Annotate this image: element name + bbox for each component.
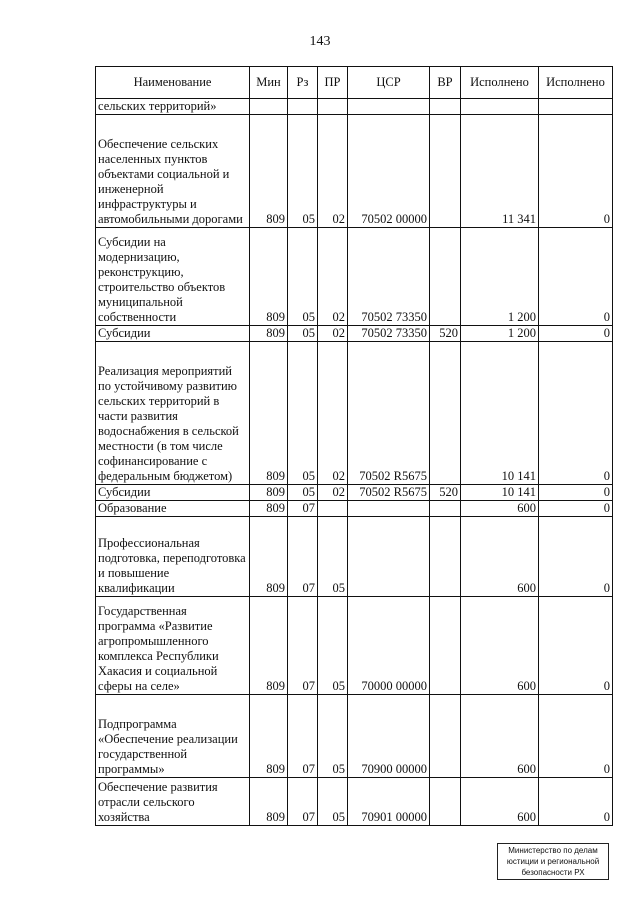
cell-name <box>96 485 250 501</box>
cell-min: 809 <box>250 228 288 326</box>
header-rz: Рз <box>288 67 318 99</box>
cell-pr: 05 <box>318 778 348 826</box>
table-row <box>96 517 613 597</box>
cell-vr <box>430 99 461 115</box>
cell-min: 809 <box>250 485 288 501</box>
cell-rz: 05 <box>288 326 318 342</box>
header-min: Мин <box>250 67 288 99</box>
stamp-text: Министерство по делам юстиции и региональной безопасности РХ <box>506 846 600 877</box>
cell-min: 809 <box>250 501 288 517</box>
budget-table <box>95 66 613 826</box>
cell-pr <box>318 99 348 115</box>
cell-executed-1: 1 200 <box>461 228 539 326</box>
cell-vr <box>430 115 461 228</box>
cell-name-text: Субсидии <box>98 326 151 340</box>
cell-name-text: Образование <box>98 501 167 515</box>
cell-executed-2: 0 <box>539 778 613 826</box>
cell-rz: 07 <box>288 695 318 778</box>
cell-csr: 70502 00000 <box>348 115 430 228</box>
cell-rz: 05 <box>288 228 318 326</box>
cell-vr <box>430 778 461 826</box>
cell-name <box>96 228 250 326</box>
cell-csr: 70502 73350 <box>348 228 430 326</box>
cell-name-text: Профессиональная подготовка, переподготовка и повышение квалификации <box>98 536 246 595</box>
cell-csr: 70502 R5675 <box>348 485 430 501</box>
cell-rz: 05 <box>288 485 318 501</box>
cell-vr <box>430 517 461 597</box>
cell-csr: 70000 00000 <box>348 597 430 695</box>
cell-rz <box>288 99 318 115</box>
cell-min: 809 <box>250 326 288 342</box>
cell-vr <box>430 695 461 778</box>
cell-name-text: Субсидии на модернизацию, реконструкцию, строительство объектов муниципальной собственности <box>98 235 226 324</box>
table-row <box>96 99 613 115</box>
cell-min: 809 <box>250 695 288 778</box>
cell-vr <box>430 501 461 517</box>
header-executed-1: Исполнено <box>461 67 539 99</box>
ministry-stamp <box>497 843 609 880</box>
page-number: 143 <box>309 34 331 49</box>
cell-name <box>96 326 250 342</box>
cell-name-text: Подпрограмма «Обеспечение реализации государственной программы» <box>98 717 238 776</box>
cell-executed-2: 0 <box>539 695 613 778</box>
table-row <box>96 597 613 695</box>
table-row <box>96 326 613 342</box>
cell-rz: 07 <box>288 597 318 695</box>
cell-name <box>96 597 250 695</box>
cell-name <box>96 99 250 115</box>
cell-name <box>96 778 250 826</box>
cell-executed-2: 0 <box>539 501 613 517</box>
cell-pr: 02 <box>318 115 348 228</box>
cell-executed-1: 600 <box>461 695 539 778</box>
table-header-row <box>96 67 613 99</box>
cell-vr: 520 <box>430 326 461 342</box>
header-vr: ВР <box>430 67 461 99</box>
cell-name <box>96 695 250 778</box>
cell-executed-2: 0 <box>539 517 613 597</box>
cell-vr <box>430 342 461 485</box>
cell-csr <box>348 501 430 517</box>
cell-pr: 02 <box>318 485 348 501</box>
cell-min: 809 <box>250 597 288 695</box>
cell-pr: 02 <box>318 228 348 326</box>
cell-name-text: Реализация мероприятий по устойчивому развитию сельских территорий в части развития водоснабжения в сельской местности (в том числе софинансирование с федеральным бюджетом) <box>98 364 239 483</box>
cell-csr: 70901 00000 <box>348 778 430 826</box>
cell-executed-1 <box>461 99 539 115</box>
cell-rz: 07 <box>288 517 318 597</box>
cell-executed-1: 11 341 <box>461 115 539 228</box>
cell-min: 809 <box>250 115 288 228</box>
cell-name <box>96 342 250 485</box>
table-row <box>96 485 613 501</box>
cell-executed-1: 600 <box>461 517 539 597</box>
table-row <box>96 501 613 517</box>
cell-executed-2: 0 <box>539 485 613 501</box>
cell-executed-1: 600 <box>461 597 539 695</box>
cell-pr: 02 <box>318 342 348 485</box>
cell-executed-2: 0 <box>539 597 613 695</box>
table-row <box>96 342 613 485</box>
cell-min: 809 <box>250 342 288 485</box>
cell-executed-1: 600 <box>461 778 539 826</box>
cell-executed-2: 0 <box>539 326 613 342</box>
cell-vr: 520 <box>430 485 461 501</box>
cell-rz: 07 <box>288 501 318 517</box>
cell-rz: 05 <box>288 115 318 228</box>
cell-vr <box>430 228 461 326</box>
cell-executed-1: 1 200 <box>461 326 539 342</box>
table-row <box>96 778 613 826</box>
cell-executed-2: 0 <box>539 228 613 326</box>
cell-name-text: Обеспечение сельских населенных пунктов объектами социальной и инженерной инфраструктуры и автомобильными дорогами <box>98 137 243 226</box>
cell-executed-2 <box>539 99 613 115</box>
cell-executed-1: 10 141 <box>461 485 539 501</box>
cell-name-text: Субсидии <box>98 485 151 499</box>
cell-name-text: сельских территорий» <box>98 99 217 113</box>
cell-csr <box>348 517 430 597</box>
header-executed-2: Исполнено <box>539 67 613 99</box>
table-row <box>96 695 613 778</box>
cell-min <box>250 99 288 115</box>
cell-rz: 07 <box>288 778 318 826</box>
cell-name-text: Государственная программа «Развитие агропромышленного комплекса Республики Хакасия и социальной сферы на селе» <box>98 604 219 693</box>
cell-rz: 05 <box>288 342 318 485</box>
header-pr: ПР <box>318 67 348 99</box>
table-row <box>96 115 613 228</box>
cell-csr: 70900 00000 <box>348 695 430 778</box>
cell-vr <box>430 597 461 695</box>
cell-pr: 05 <box>318 695 348 778</box>
cell-name <box>96 501 250 517</box>
cell-executed-2: 0 <box>539 342 613 485</box>
cell-min: 809 <box>250 517 288 597</box>
cell-name <box>96 115 250 228</box>
cell-name-text: Обеспечение развития отрасли сельского хозяйства <box>98 780 218 824</box>
header-name: Наименование <box>96 67 250 99</box>
cell-csr: 70502 73350 <box>348 326 430 342</box>
cell-csr: 70502 R5675 <box>348 342 430 485</box>
cell-executed-1: 10 141 <box>461 342 539 485</box>
cell-pr: 05 <box>318 517 348 597</box>
cell-pr <box>318 501 348 517</box>
cell-name <box>96 517 250 597</box>
cell-csr <box>348 99 430 115</box>
cell-executed-1: 600 <box>461 501 539 517</box>
table-row <box>96 228 613 326</box>
cell-min: 809 <box>250 778 288 826</box>
cell-pr: 05 <box>318 597 348 695</box>
cell-executed-2: 0 <box>539 115 613 228</box>
cell-pr: 02 <box>318 326 348 342</box>
header-csr: ЦСР <box>348 67 430 99</box>
